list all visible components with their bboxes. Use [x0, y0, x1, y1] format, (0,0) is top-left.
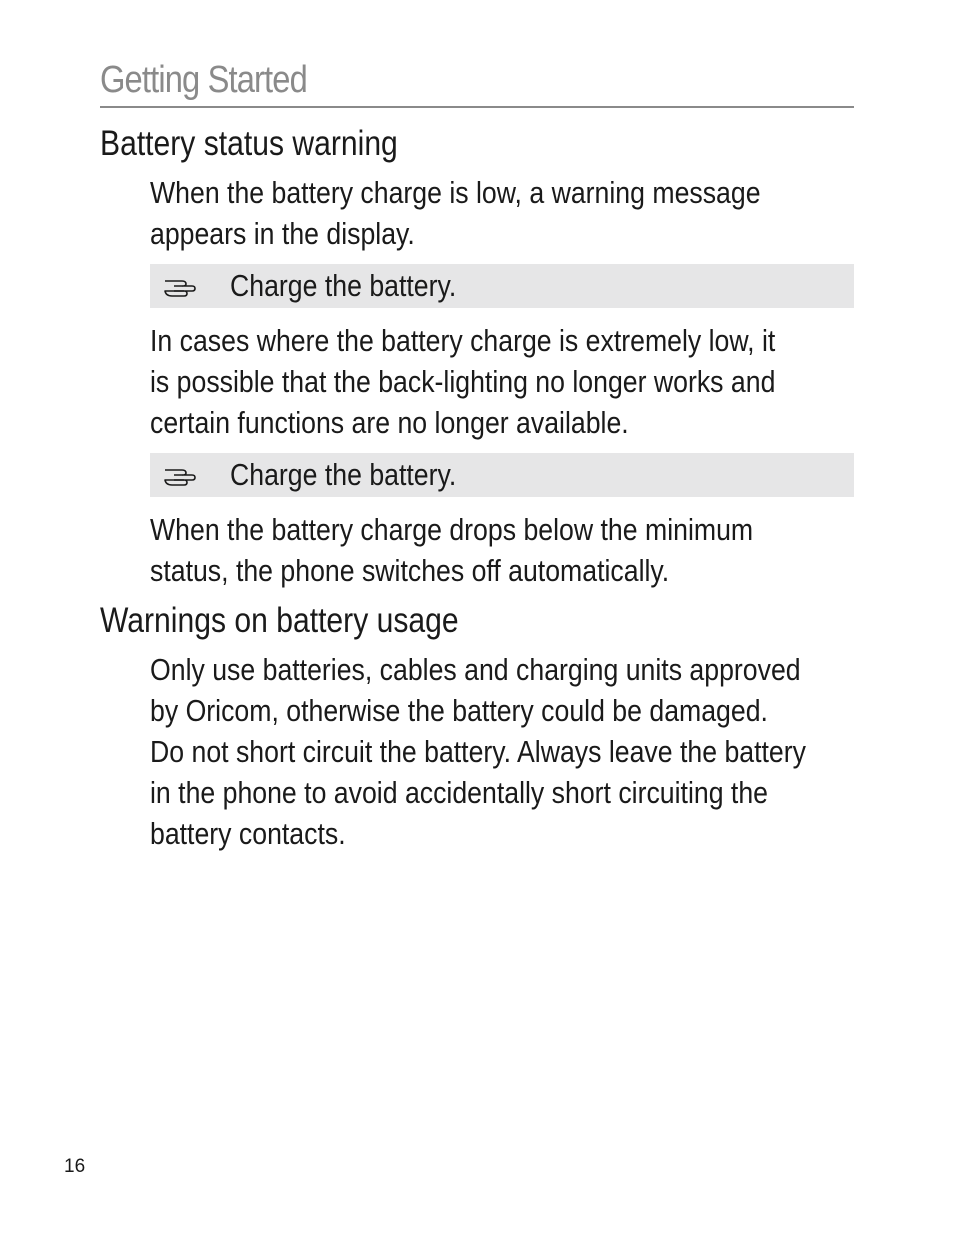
text-line: Only use batteries, cables and charging units approved [150, 652, 801, 687]
text-line: is possible that the back-lighting no longer works and [150, 364, 776, 399]
note-text: Charge the battery. [230, 457, 457, 492]
heading-battery-status-warning: Battery status warning [100, 124, 398, 163]
pointing-hand-icon [162, 273, 198, 299]
text-line: certain functions are no longer available. [150, 405, 629, 440]
paragraph-switch-off [150, 509, 854, 591]
text-line: appears in the display. [150, 216, 415, 251]
text-line: Do not short circuit the battery. Always leave the battery [150, 734, 806, 769]
paragraph-battery-usage [150, 649, 854, 854]
page-content [100, 120, 854, 854]
pointing-hand-icon [162, 462, 198, 488]
section-header [100, 58, 854, 108]
heading-warnings-on-battery-usage: Warnings on battery usage [100, 601, 459, 640]
paragraph-low-battery [150, 172, 854, 254]
paragraph-extremely-low [150, 320, 854, 443]
page-number: 16 [64, 1156, 86, 1177]
section-title: Getting Started [100, 59, 307, 101]
note-text: Charge the battery. [230, 268, 457, 303]
text-line: When the battery charge drops below the minimum [150, 512, 754, 547]
note-charge-battery-1 [150, 264, 854, 308]
note-charge-battery-2 [150, 453, 854, 497]
text-line: battery contacts. [150, 816, 346, 851]
text-line: When the battery charge is low, a warning message [150, 175, 761, 210]
text-line: in the phone to avoid accidentally short circuiting the [150, 775, 769, 810]
text-line: In cases where the battery charge is extremely low, it [150, 323, 776, 358]
text-line: status, the phone switches off automatically. [150, 553, 670, 588]
text-line: by Oricom, otherwise the battery could be damaged. [150, 693, 768, 728]
